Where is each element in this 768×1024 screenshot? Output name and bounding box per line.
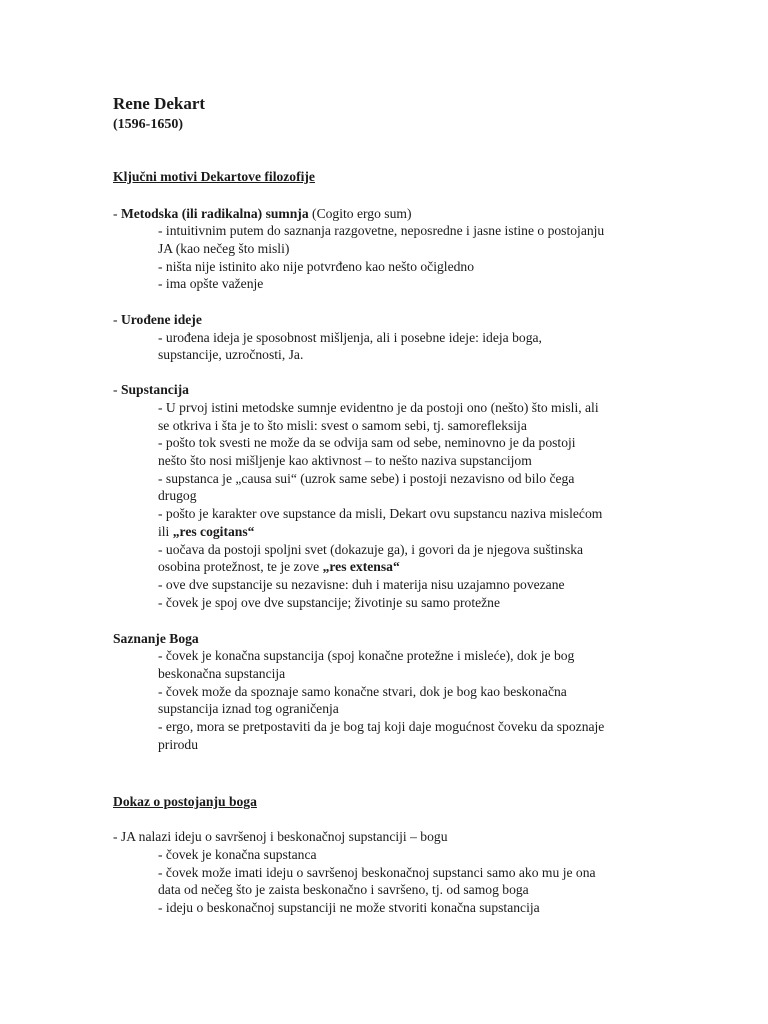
list-line: supstancija iznad tog ograničenja (158, 701, 339, 716)
list-line: - čovek je spoj ove dve supstancije; životinje su samo protežne (158, 595, 501, 610)
list-line: supstancije, uzročnosti, Ja. (158, 347, 304, 362)
item-supstancija: - Supstancija (113, 382, 189, 397)
list-line: - ove dve supstancije su nezavisne: duh i materija nisu uzajamno povezane (158, 577, 565, 592)
list-line: se otkriva i šta je to što misli: svest o samom sebi, tj. samorefleksija (158, 418, 527, 433)
list-line: - čovek može da spoznaje samo konačne stvari, dok je bog kao beskonačna (158, 684, 567, 699)
list-line: - pošto tok svesti ne može da se odvija sam od sebe, neminovno je da postoji (158, 435, 576, 450)
list-line: data od nečeg što je zaista beskonačno i savršeno, tj. od samog boga (158, 882, 529, 897)
list-line: - ergo, mora se pretpostaviti da je bog taj koji daje mogućnost čoveku da spoznaje (158, 719, 605, 734)
list-line: - ideju o beskonačnoj supstanciji ne može stvoriti konačna supstancija (158, 900, 540, 915)
item-urodjene: - Urođene ideje (113, 312, 202, 327)
list-line: beskonačna supstancija (158, 666, 286, 681)
years: (1596-1650) (113, 117, 183, 132)
list-line: JA (kao nečeg što misli) (158, 241, 290, 256)
list-line: - urođena ideja je sposobnost mišljenja, ali i posebne ideje: ideja boga, (158, 330, 542, 345)
list-line: - supstanca je „causa sui“ (uzrok same sebe) i postoji nezavisno od bilo čega (158, 471, 575, 486)
subheading-saznanje-boga: Saznanje Boga (113, 631, 199, 646)
list-line: - ništa nije istinito ako nije potvrđeno kao nešto očigledno (158, 259, 474, 274)
item-ja-nalazi: - JA nalazi ideju o savršenoj i beskonačnoj supstanciji – bogu (113, 829, 448, 844)
list-line: - intuitivnim putem do saznanja razgovetne, neposredne i jasne istine o postojanju (158, 223, 605, 238)
section-heading-motivi: Ključni motivi Dekartove filozofije (113, 169, 315, 184)
section-heading-dokaz: Dokaz o postojanju boga (113, 794, 257, 809)
list-line: - pošto je karakter ove supstance da misli, Dekart ovu supstancu naziva mislećom (158, 506, 603, 521)
list-line: - ima opšte važenje (158, 276, 264, 291)
item-metodska: - Metodska (ili radikalna) sumnja (Cogito ergo sum) (113, 206, 412, 221)
list-line-res-extensa: osobina protežnost, te je zove „res extensa“ (158, 559, 400, 574)
list-line: - U prvoj istini metodske sumnje evidentno je da postoji ono (nešto) što misli, ali (158, 400, 599, 415)
list-line: drugog (158, 488, 197, 503)
list-line: - čovek je konačna supstancija (spoj konačne protežne i misleće), dok je bog (158, 648, 575, 663)
list-line: - uočava da postoji spoljni svet (dokazuje ga), i govori da je njegova suštinska (158, 542, 584, 557)
list-line-res-cogitans: ili „res cogitans“ (158, 524, 255, 539)
document-title: Rene Dekart (113, 94, 206, 113)
list-line: nešto što nosi mišljenje kao aktivnost – to nešto naziva supstancijom (158, 453, 532, 468)
list-line: prirodu (158, 737, 199, 752)
list-line: - čovek je konačna supstanca (158, 847, 317, 862)
list-line: - čovek može imati ideju o savršenoj beskonačnoj supstanci samo ako mu je ona (158, 865, 596, 880)
